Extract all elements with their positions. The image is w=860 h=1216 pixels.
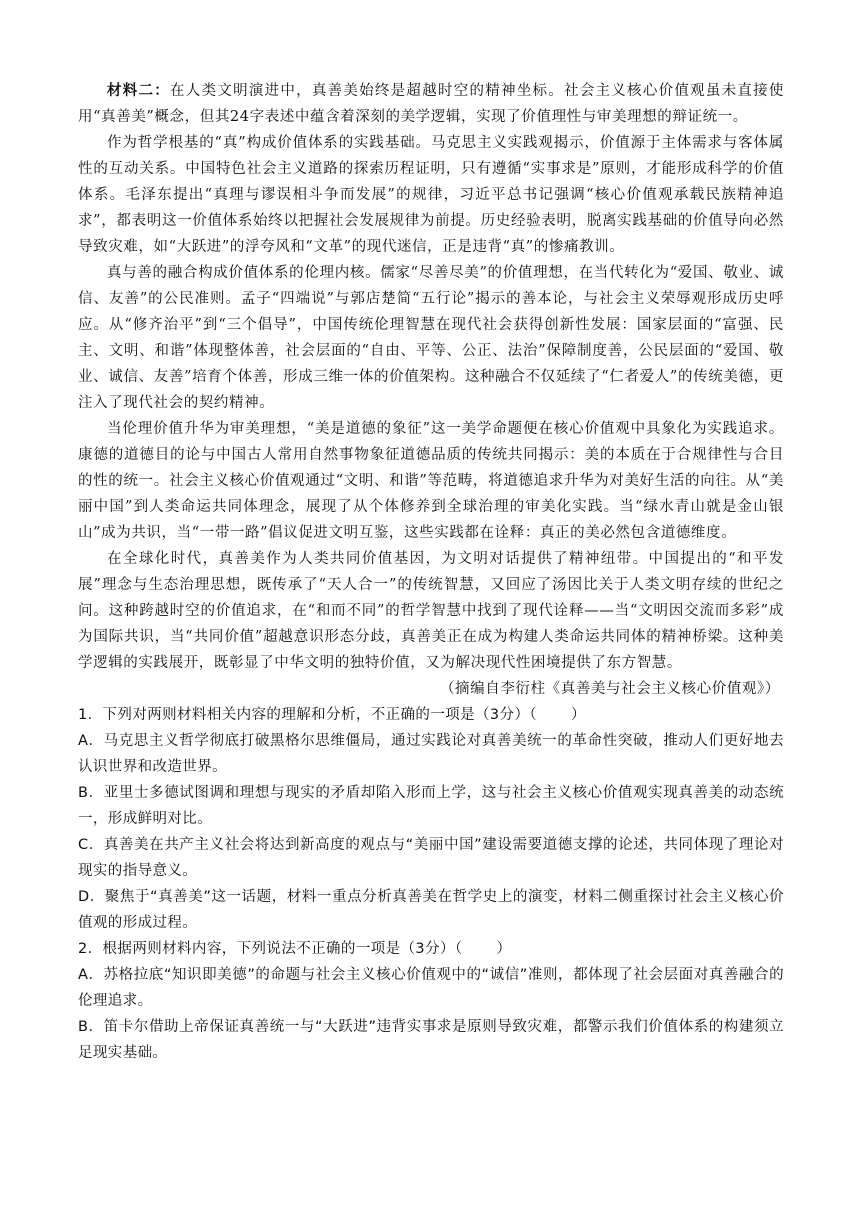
- material2-paragraph-2: 作为哲学根基的“真”构成价值体系的实践基础。马克思主义实践观揭示，价值源于主体需求与客体属性的互动关系。中国特色社会主义道路的探索历程证明，只有遵循“实事求是”原则，才能形成科学的价值体系。毛泽东提出“真理与谬误相斗争而发展”的规律，习近平总书记强调“核心价值观承载民族精神追求”，都表明这一价值体系始终以把握社会发展规律为前提。历史经验表明，脱离实践基础的价值导向必然导致灾难，如“大跃进”的浮夸风和“文革”的现代迷信，正是违背“真”的惨痛教训。: [78, 135, 784, 255]
- question-2-text: 2．根据两则材料内容，下列说法不正确的一项是（3分）（: [78, 941, 463, 957]
- material2-paragraph-5: 在全球化时代，真善美作为人类共同价值基因，为文明对话提供了精神纽带。中国提出的“和平发展”理念与生态治理思想，既传承了“天人合一”的传统智慧，又回应了汤因比关于人类文明存续的世纪之问。这种跨越时空的价值追求，在“和而不同”的哲学智慧中找到了现代诠释——当“文明因交流而多彩”成为国际共识，当“共同价值”超越意识形态分歧，真善美正在成为构建人类命运共同体的精神桥梁。这种美学逻辑的实践展开，既彰显了中华文明的独特价值，又为解决现代性困境提供了东方智慧。: [78, 551, 784, 671]
- question-1-close: ）: [571, 707, 586, 723]
- question-1-option-d: D．聚焦于“真善美”这一话题，材料一重点分析真善美在哲学史上的演变，材料二侧重探讨社会主义核心价值观的形成过程。: [78, 889, 784, 931]
- material2-label: 材料二：: [107, 82, 171, 99]
- material2-paragraph-4: 当伦理价值升华为审美理想，“美是道德的象征”这一美学命题便在核心价值观中具象化为实践追求。康德的道德目的论与中国古人常用自然事物象征道德品质的传统共同揭示：美的本质在于合规律性与合目的性的统一。社会主义核心价值观通过“文明、和谐”等范畴，将道德追求升华为对美好生活的向往。从“美丽中国”到人类命运共同体理念，展现了从个体修养到全球治理的审美化实践。当“绿水青山就是金山银山”成为共识，当“一带一路”倡议促进文明互鉴，这些实践都在诠释：真正的美必然包含道德维度。: [78, 421, 784, 541]
- question-1-option-a: A．马克思主义哲学彻底打破黑格尔思维僵局，通过实践论对真善美统一的革命性突破，推动人们更好地去认识世界和改造世界。: [78, 733, 784, 775]
- question-1-option-b: B．亚里士多德试图调和理想与现实的矛盾却陷入形而上学，这与社会主义核心价值观实现真善美的动态统一，形成鲜明对比。: [78, 785, 784, 827]
- source-citation: （摘编自李衍柱《真善美与社会主义核心价值观》）: [439, 681, 780, 697]
- question-1-text: 1．下列对两则材料相关内容的理解和分析，不正确的一项是（3分）（: [78, 707, 537, 723]
- question-2-option-b: B．笛卡尔借助上帝保证真善统一与“大跃进”违背实事求是原则导致灾难，都警示我们价值体系的构建须立足现实基础。: [78, 1019, 784, 1061]
- question-2-stem: [78, 936, 784, 962]
- material2-paragraph-3: 真与善的融合构成价值体系的伦理内核。儒家“尽善尽美”的价值理想，在当代转化为“爱国、敬业、诚信、友善”的公民准则。孟子“四端说”与郭店楚简“五行论”揭示的善本论，与社会主义荣辱观形成历史呼应。从“修齐治平”到“三个倡导”，中国传统伦理智慧在现代社会获得创新性发展：国家层面的“富强、民主、文明、和谐”体现整体善，社会层面的“自由、平等、公正、法治”保障制度善，公民层面的“爱国、敬业、诚信、友善”培育个体善，形成三维一体的价值架构。这种融合不仅延续了“仁者爱人”的传统美德，更注入了现代社会的契约精神。: [78, 265, 784, 411]
- question-1-option-c: C．真善美在共产主义社会将达到新高度的观点与“美丽中国”建设需要道德支撑的论述，共同体现了理论对现实的指导意义。: [78, 837, 784, 879]
- document-page: [78, 78, 784, 1066]
- question-2-option-a: A．苏格拉底“知识即美德”的命题与社会主义核心价值观中的“诚信”准则，都体现了社会层面对真善融合的伦理追求。: [78, 967, 784, 1009]
- material2-paragraph-1: [78, 78, 784, 130]
- material2-p1-text: 在人类文明演进中，真善美始终是超越时空的精神坐标。社会主义核心价值观虽未直接使用“真善美”概念，但其24字表述中蕴含着深刻的美学逻辑，实现了价值理性与审美理想的辩证统一。: [78, 83, 784, 125]
- question-1-stem: [78, 702, 784, 728]
- question-2-close: ）: [496, 941, 512, 957]
